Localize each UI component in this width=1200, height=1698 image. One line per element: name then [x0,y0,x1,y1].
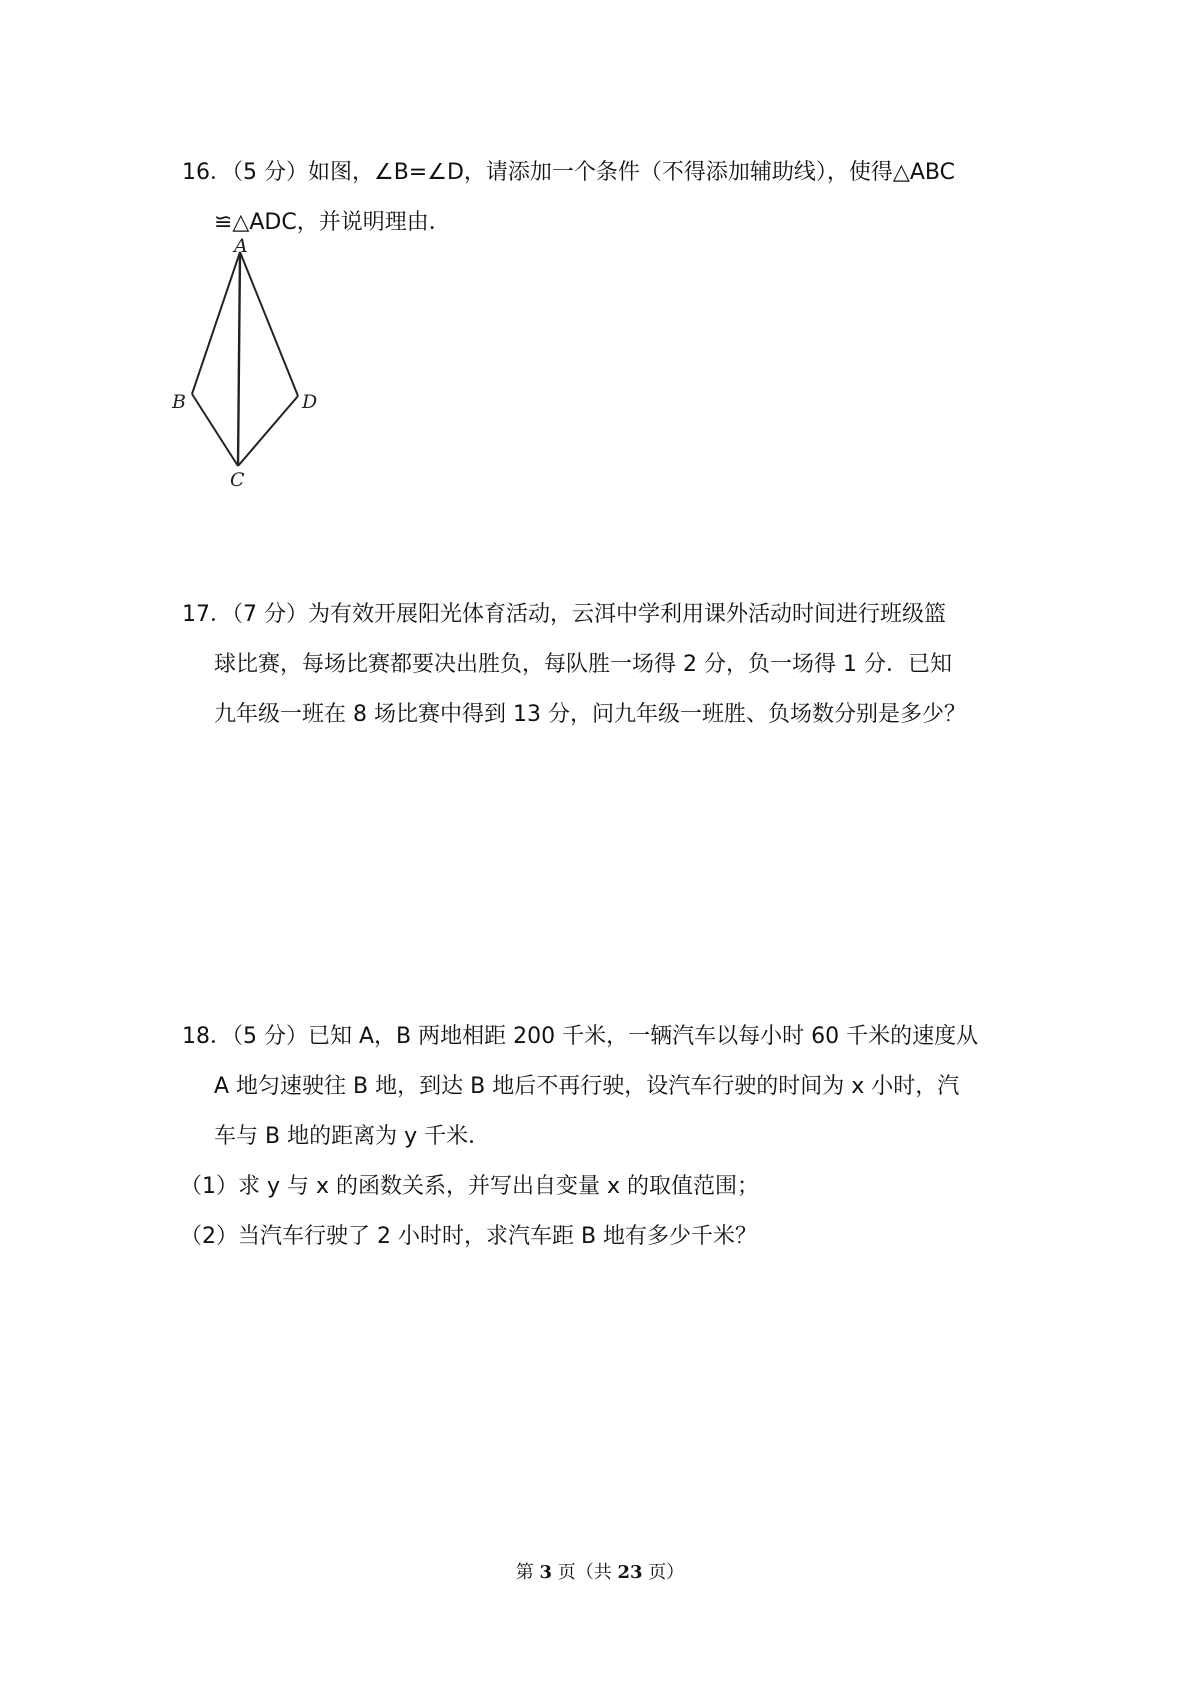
question-17-line-1: 17．（7 分）为有效开展阳光体育活动，云洱中学利用课外活动时间进行班级篮 [182,602,946,627]
label-d: D [302,391,318,413]
question-17-line-2: 球比赛，每场比赛都要决出胜负，每队胜一场得 2 分，负一场得 1 分．已知 [214,652,952,677]
segment-ab [192,252,240,394]
question-18-line-1: 18．（5 分）已知 A，B 两地相距 200 千米，一辆汽车以每小时 60 千米的速度从 [182,1024,979,1049]
footer-suffix: 页） [642,1562,685,1583]
question-18-line-2: A 地匀速驶往 B 地，到达 B 地后不再行驶，设汽车行驶的时间为 x 小时，汽 [214,1074,960,1099]
segment-dc [238,396,298,466]
question-16 [182,148,1022,248]
question-18-part-1: （1）求 y 与 x 的函数关系，并写出自变量 x 的取值范围； [180,1174,760,1199]
question-16-line-2: ≌△ADC，并说明理由． [214,210,451,235]
question-16-line-1: 16．（5 分）如图，∠B=∠D，请添加一个条件（不得添加辅助线），使得△ABC [182,160,955,185]
label-a: A [234,235,248,257]
footer-prefix: 第 [515,1562,540,1583]
footer-middle: 页（共 [552,1562,618,1583]
question-18 [182,1012,1022,1162]
question-17 [182,590,1022,740]
total-page-count: 23 [617,1562,643,1583]
segment-bc [192,394,238,466]
current-page-number: 3 [539,1562,552,1583]
label-c: C [230,469,245,491]
question-18-part-2: （2）当汽车行驶了 2 小时时，求汽车距 B 地有多少千米？ [180,1224,758,1249]
kite-figure [172,235,350,494]
segment-ac [238,252,240,466]
page-footer [0,1558,1200,1584]
question-18-line-3: 车与 B 地的距离为 y 千米． [214,1124,491,1149]
question-17-line-3: 九年级一班在 8 场比赛中得到 13 分，问九年级一班胜、负场数分别是多少？ [214,702,966,727]
label-b: B [172,391,186,413]
segment-ad [240,252,298,396]
